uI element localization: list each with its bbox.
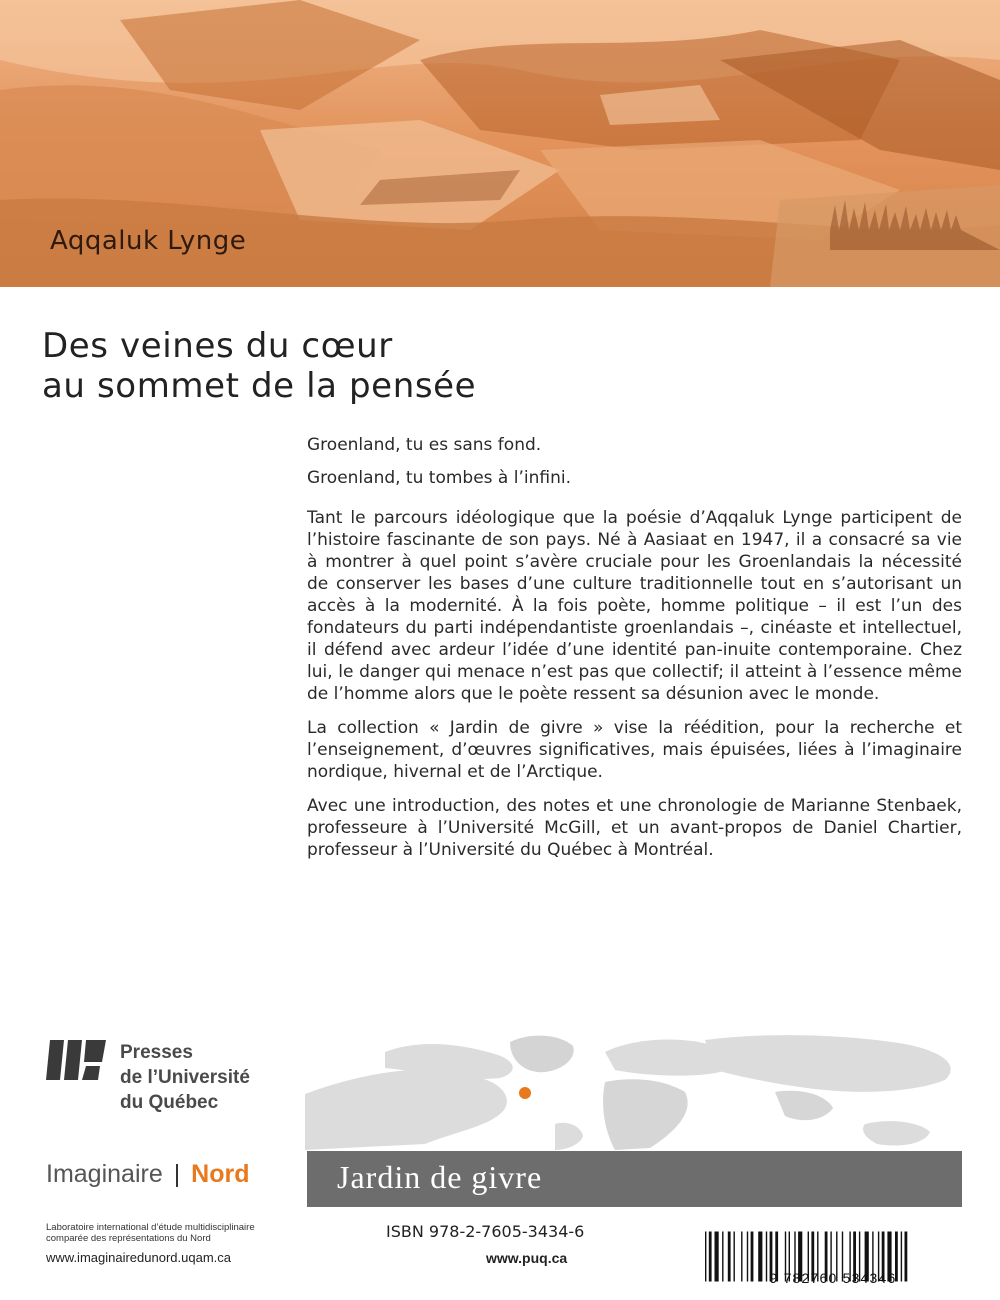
book-title [42,326,742,406]
publisher-name-line-1: Presses [120,1042,193,1063]
publisher-name-line-2: de l’Université [120,1067,250,1088]
imaginaire-website-link[interactable]: www.imaginairedunord.uqam.ca [46,1250,231,1265]
isbn-label: ISBN 978-2-7605-3434-6 [386,1222,585,1241]
epigraph-line-1: Groenland, tu es sans fond. [307,435,542,455]
barcode-digits: 9 782760 534346 [769,1270,897,1286]
lab-description-line-2: comparée des représentations du Nord [46,1233,211,1244]
world-map-art [305,1032,965,1150]
book-title-line-1: Des veines du cœur [42,326,393,366]
publisher-logo [46,1040,306,1120]
publisher-name [120,1040,250,1115]
cover-painting [0,0,1000,287]
back-cover-blurb [307,434,962,871]
blurb-paragraph-3: Avec une introduction, des notes et une chronologie de Marianne Stenbaek, professeure à l’Université McGill, et un avant-propos de Daniel Chartier, professeur à l’Université du Québec à Montréal. [307,796,962,860]
nord-word: Nord [191,1160,250,1188]
collection-band [307,1151,962,1207]
book-title-line-2: au sommet de la pensée [42,366,477,406]
logo-separator: | [173,1160,181,1188]
publisher-logo-mark-icon [46,1040,108,1080]
publisher-name-line-3: du Québec [120,1092,219,1113]
lab-description [46,1222,301,1244]
author-name: Aqqaluk Lynge [50,226,247,256]
location-marker-icon [519,1087,531,1099]
blurb-paragraph-1: Tant le parcours idéologique que la poésie d’Aqqaluk Lynge participent de l’histoire fascinante de son pays. Né à Aasiaat en 1947, il a consacré sa vie à montrer à quel point s’avère cruciale pour les Groenlandais la nécessité de conserver les bases d’une culture traditionnelle tout en s’autorisant un accès à la modernité. À la fois poète, homme politique – il est l’un des fondateurs du parti indépendantiste groenlandais –, cinéaste et intellectuel, il défend avec ardeur l’idée d’une identité pan-inuite contemporaine. Chez lui, le danger qui menace n’est pas que collectif; il atteint à l’essence même de l’homme alors que le poète ressent sa désunion avec le monde. [307,508,962,704]
collection-name: Jardin de givre [337,1159,543,1195]
imaginaire-nord-logo [46,1160,249,1189]
epigraph-line-2: Groenland, tu tombes à l’infini. [307,468,571,488]
world-map [305,1032,965,1150]
lab-description-line-1: Laboratoire international d’étude multidisciplinaire [46,1222,255,1233]
publisher-website-link[interactable]: www.puq.ca [486,1250,568,1266]
imaginaire-word: Imaginaire [46,1160,163,1188]
blurb-paragraph-2: La collection « Jardin de givre » vise la réédition, pour la recherche et l’enseignement, d’œuvres significatives, mais épuisées, liées à l’imaginaire nordique, hivernal et de l’Arctique. [307,718,962,782]
